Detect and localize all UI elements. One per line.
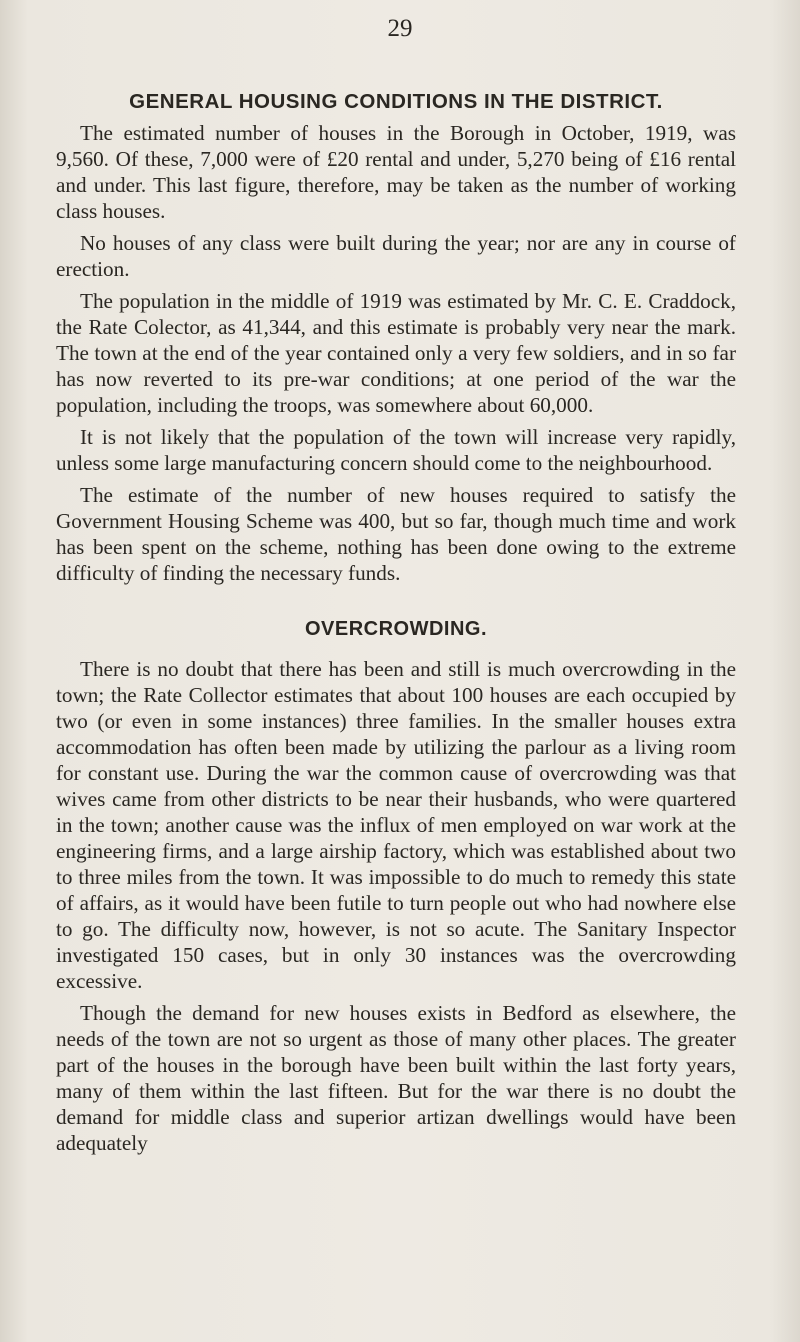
paragraph-housing-demand: Though the demand for new houses exists in Bedford as elsewhere, the needs of the town are not so urgent as those of many other places. The greater part of the houses in the borough have been built within the last forty years, many of them within the last fifteen. But for the war there is no doubt the demand for middle class and superior artizan dwellings would have been adequately: [56, 1001, 736, 1155]
page-content: [56, 86, 736, 1162]
paragraph-housing-scheme: The estimate of the number of new houses required to satisfy the Government Housing Scheme was 400, but so far, though much time and work has been spent on the scheme, nothing has been done owing to the extreme difficulty of finding the necessary funds.: [56, 483, 736, 585]
section-title-overcrowding: OVERCROWDING.: [304, 618, 488, 640]
paragraph-population-growth: It is not likely that the population of the town will increase very rapidly, unless some large manufacturing concern should come to the neighbourhood.: [56, 425, 736, 475]
paragraph-no-houses-built: No houses of any class were built during the year; nor are any in course of erection.: [56, 231, 736, 281]
paragraph-overcrowding-causes: There is no doubt that there has been and still is much overcrowding in the town; the Rate Collector estimates that about 100 houses are each occupied by two (or even in some instances) three families. In the smaller houses extra accommodation has often been made by utilizing the parlour as a living room for constant use. During the war the common cause of overcrowding was that wives came from other districts to be near their husbands, who were quartered in the town; another cause was the influx of men employed on war work at the engineering firms, and a large airship factory, which was established about two to three miles from the town. It was impossible to do much to remedy this state of affairs, as it would have been futile to turn people out who had nowhere else to go. The difficulty now, however, is not so acute. The Sanitary Inspector investigated 150 cases, but in only 30 instances was the overcrowding excessive.: [56, 657, 736, 993]
page-number: 29: [387, 15, 413, 42]
paragraph-houses-estimate: The estimated number of houses in the Borough in October, 1919, was 9,560. Of these, 7,000 were of £20 rental and under, 5,270 being of £16 rental and under. This last figure, therefore, may be taken as the number of working class houses.: [56, 121, 736, 223]
paragraph-population-estimate: The population in the middle of 1919 was estimated by Mr. C. E. Craddock, the Rate Colector, as 41,344, and this estimate is probably very near the mark. The town at the end of the year contained only a very few soldiers, and in so far has now reverted to its pre-war conditions; at one period of the war the population, including the troops, was somewhere about 60,000.: [56, 289, 736, 417]
section-title-general-housing: GENERAL HOUSING CONDITIONS IN THE DISTRICT.: [129, 90, 663, 113]
